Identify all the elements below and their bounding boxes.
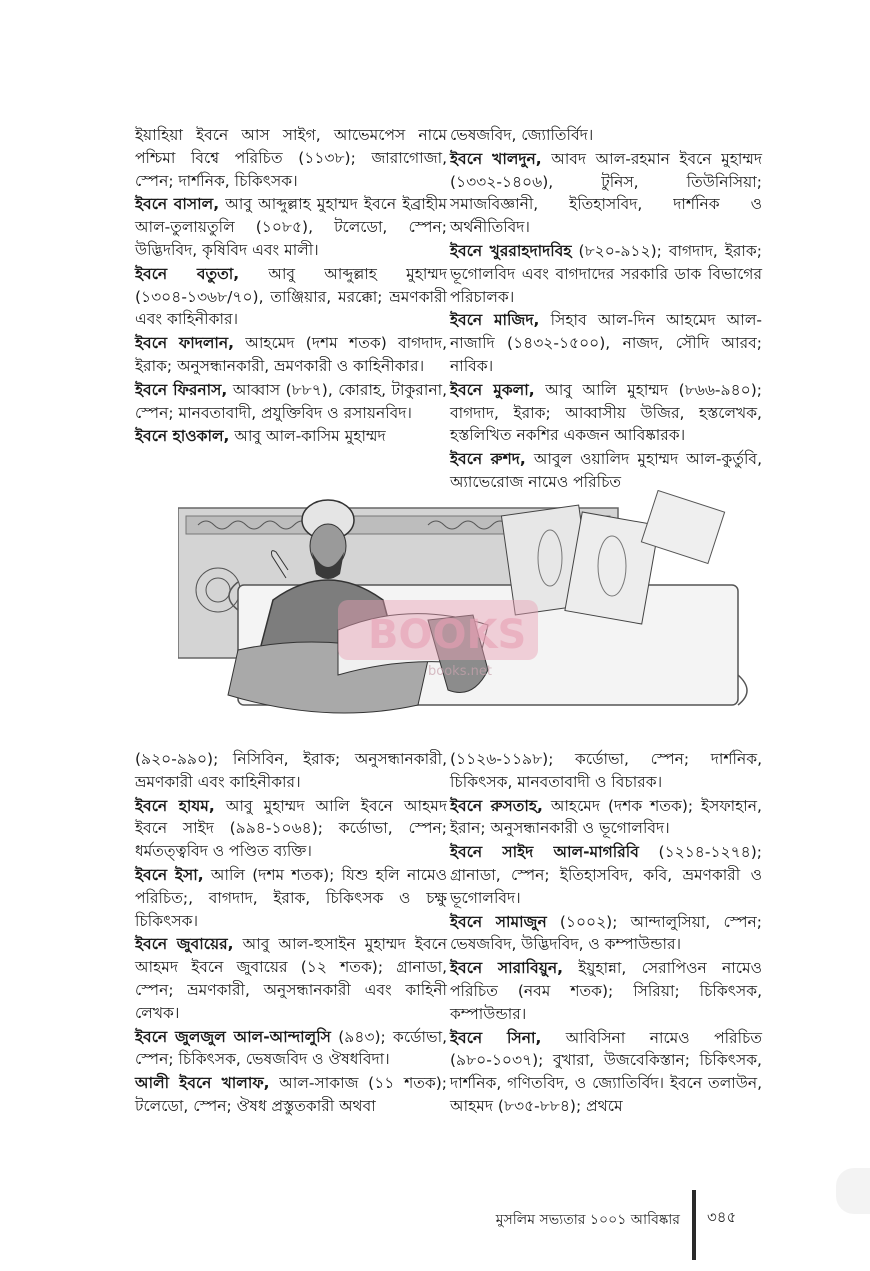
entry-text: আব্বাস (৮৮৭), কোরাহ, টাকুরানা, স্পেন; মানবতাবাদী, প্রযুক্তিবিদ ও রসায়নবিদ। xyxy=(135,380,447,422)
entry-name: আলী ইবনে খালাফ, xyxy=(135,1074,270,1093)
entry-name: ইবনে ফাদলান, xyxy=(135,334,235,353)
entry xyxy=(450,240,762,308)
entry-text: আবু আল-কাসিম মুহাম্মদ xyxy=(229,427,386,446)
entry-text: (১০০২); আন্দালুসিয়া, স্পেন; ভেষজবিদ, উদ্ভিদবিদ, ও কম্পাউন্ডার। xyxy=(450,912,762,954)
entry-text: (১১২৬-১১৯৮); কর্ডোভা, স্পেন; দার্শনিক, চিকিৎসক, মানবতাবাদী ও বিচারক। xyxy=(450,750,762,791)
entry-name: ইবনে মাজিদ, xyxy=(450,311,540,330)
entry-name: ইবনে খালদুন, xyxy=(450,149,542,168)
watermark-main: BOOKS xyxy=(368,612,527,658)
entry-text: (৯২০-৯৯০); নিসিবিন, ইরাক; অনুসন্ধানকারী, ভ্রমণকারী এবং কাহিনীকার। xyxy=(135,750,447,791)
bottom-right-column xyxy=(450,748,762,1119)
scholar-illustration xyxy=(178,490,750,740)
entry xyxy=(450,1027,762,1118)
entry-name: ইবনে জুলজুল আল-আন্দালুসি xyxy=(135,1027,331,1046)
entry xyxy=(135,933,447,1024)
top-left-column xyxy=(135,124,447,449)
entry-name: ইবনে মুকলা, xyxy=(450,380,535,399)
entry-text: (৯৪৩); কর্ডোভা, স্পেন; চিকিৎসক, ভেষজবিদ ও ঔষধবিদা। xyxy=(135,1027,447,1069)
entry-text: (৮২০-৯১২); বাগদাদ, ইরাক; ভূগোলবিদ এবং বাগদাদের সরকারি ডাক বিভাগের পরিচালক। xyxy=(450,241,762,306)
entry xyxy=(135,1072,447,1118)
entry xyxy=(135,1026,447,1072)
entry-text: আলি (দশম শতক); যিশু হলি নামেও পরিচিত;, বাগদাদ, ইরাক, চিকিৎসক ও চক্ষু চিকিৎসক। xyxy=(135,865,447,930)
entry-text: আবু মুহাম্মদ আলি ইবনে আহমদ ইবনে সাইদ (৯৯৪-১০৬৪); কর্ডোভা, স্পেন; ধর্মতত্ত্ববিদ ও পণ্ডিত ব্যক্তি। xyxy=(135,796,447,861)
entry-text: (১২১৪-১২৭৪); গ্রানাডা, স্পেন; ইতিহাসবিদ, কবি, ভ্রমণকারী ও ভূগোলবিদ। xyxy=(450,843,762,907)
entry xyxy=(450,795,762,841)
entry-text: আবিসিনা নামেও পরিচিত (৯৮০-১০৩৭); বুখারা, উজবেকিস্তান; চিকিৎসক, দার্শনিক, গণিতবিদ, ও জ্যোতির্বিদ। ইবনে তলাউন, আহমদ (৮৩৫-৮৮৪); প্রথমে xyxy=(450,1028,762,1115)
entry-text: আল-সাকাজ (১১ শতক); টলেডো, স্পেন; ঔষধ প্রস্তুতকারী অথবা xyxy=(135,1074,447,1115)
entry xyxy=(450,148,762,239)
entry xyxy=(135,193,447,261)
entry-text: ভেষজবিদ, জ্যোতির্বিদ। xyxy=(450,126,594,144)
page-number: ৩৪৫ xyxy=(707,1208,737,1226)
entry xyxy=(450,957,762,1025)
entry xyxy=(135,263,447,331)
entry-name: ইবনে বতুতা, xyxy=(135,264,240,283)
entry-text: আবু আল-হুসাইন মুহাম্মদ ইবনে আহমদ ইবনে জুবায়ের (১২ শতক); গ্রানাডা, স্পেন; ভ্রমণকারী, অনুসন্ধানকারী এবং কাহিনী লেখক। xyxy=(135,935,447,1022)
entry-text: আহমেদ (দশম শতক) বাগদাদ, ইরাক; অনুসন্ধানকারী, ভ্রমণকারী ও কাহিনীকার। xyxy=(135,334,447,375)
page-footer xyxy=(0,1190,870,1260)
entry xyxy=(450,841,762,909)
entry-text: সিহাব আল-দিন আহমেদ আল-নাজাদি (১৪৩২-১৫০০), নাজদ, সৌদি আরব; নাবিক। xyxy=(450,311,762,375)
entry-text: আবু আব্দুল্লাহ মুহাম্মদ (১৩০৪-১৩৬৮/৭০), তাঞ্জিয়ার, মরক্কো; ভ্রমণকারী এবং কাহিনীকার। xyxy=(135,264,447,329)
entry xyxy=(450,448,762,494)
bottom-left-column xyxy=(135,748,447,1119)
book-title: মুসলিম সভ্যতার ১০০১ আবিষ্কার xyxy=(495,1212,680,1228)
entry-name: ইবনে ইসা, xyxy=(135,865,204,884)
entry xyxy=(450,748,762,794)
entry xyxy=(450,309,762,377)
entry xyxy=(135,332,447,378)
entry-name: ইবনে হাযম, xyxy=(135,796,215,815)
entry-text: আবু আব্দুল্লাহ মুহাম্মদ ইবনে ইব্রাহীম আল-তুলায়তুলি (১০৮৫), টলেডো, স্পেন; উদ্ভিদবিদ, কৃষিবিদ এবং মালী। xyxy=(135,195,448,259)
entry-name: ইবনে সাইদ আল-মাগরিবি xyxy=(450,843,639,862)
entry-text: আহমেদ (দশক শতক); ইসফাহান, ইরান; অনুসন্ধানকারী ও ভূগোলবিদ। xyxy=(450,796,762,838)
entry-name: ইবনে সিনা, xyxy=(450,1028,542,1047)
entry-name: ইবনে বাসাল, xyxy=(135,195,220,214)
entry xyxy=(450,124,762,147)
entry-name: ইবনে রুশদ, xyxy=(450,450,526,469)
page-corner-tab xyxy=(836,1168,870,1214)
entry-name: ইবনে ফিরনাস, xyxy=(135,380,228,399)
entry-name: ইবনে হাওকাল, xyxy=(135,427,230,446)
entry xyxy=(135,379,447,425)
entry-text: আবু আলি মুহাম্মদ (৮৬৬-৯৪০); বাগদাদ, ইরাক; আব্বাসীয় উজির, হস্তলেখক, হস্তলিখিত নকশির একজন আবিষ্কারক। xyxy=(450,380,762,445)
footer-divider xyxy=(692,1190,696,1260)
entry-text: আবদ আল-রহমান ইবনে মুহাম্মদ (১৩৩২-১৪০৬), টুনিস, তিউনিসিয়া; সমাজবিজ্ঞানী, ইতিহাসবিদ, দার্শনিক ও অর্থনীতিবিদ। xyxy=(450,149,762,237)
entry-name: ইবনে রুসতাহ, xyxy=(450,796,543,815)
watermark-sub: books.net xyxy=(428,664,492,679)
entry xyxy=(135,864,447,932)
entry xyxy=(450,911,762,957)
entry-name: ইবনে সারাবিয়ুন, xyxy=(450,959,563,978)
entry xyxy=(135,425,447,448)
entry-name: ইবনে সামাজুন xyxy=(450,912,547,931)
entry xyxy=(135,748,447,794)
entry xyxy=(135,124,447,192)
entry-text: আবুল ওয়ালিদ মুহাম্মদ আল-কুর্তুবি, অ্যাভেরোজ নামেও পরিচিত xyxy=(450,450,762,491)
entry-name: ইবনে জুবায়ের, xyxy=(135,935,234,954)
entry xyxy=(135,795,447,863)
entry-text: ইয়ুহান্না, সেরাপিওন নামেও পরিচিত (নবম শতক); সিরিয়া; চিকিৎসক, কম্পাউন্ডার। xyxy=(450,959,762,1023)
entry xyxy=(450,379,762,447)
top-right-column xyxy=(450,124,762,495)
entry-text: ইয়াহিয়া ইবনে আস সাইগ, আভেমপেস নামে পশ্চিমা বিশ্বে পরিচিত (১১৩৮); জারাগোজা, স্পেন; দার্শনিক, চিকিৎসক। xyxy=(135,126,447,190)
entry-name: ইবনে খুররাহদাদবিহ xyxy=(450,241,572,260)
